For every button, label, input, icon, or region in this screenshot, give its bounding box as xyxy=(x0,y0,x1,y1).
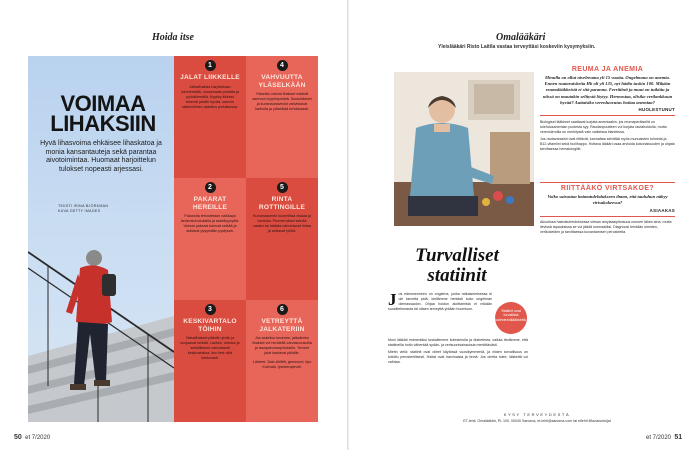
tip-title: PAKARAT HEREILLE xyxy=(192,196,228,211)
page-gutter xyxy=(347,0,349,450)
tip-card xyxy=(174,178,246,300)
tip-title: KESKIVARTALO TÖIHIN xyxy=(183,318,237,333)
tip-text: Jos askellus kevenee, jalkaterien lihakset voi herätellä varvasnousuilla ja tasapainoharjoituksilla. Terveet jalat kantavat pitkälle. xyxy=(252,336,312,356)
column-kicker: Yleislääkäri Risto Laitila vastaa terveyttäsi koskeviin kysymyksiin. xyxy=(438,44,596,50)
tip-text: Kumaraasento kuormittaa niskaa ja hartioita. Punnerrukset seinää vasten tai lattialla vahvistavat rintaa ja auttavat ryhtiä. xyxy=(252,214,311,234)
article-title: Turvalliset statiinit xyxy=(415,245,499,286)
qa-answer: Akuutissa haimatulehduksessa virtsan amylaasipitoisuus nousee lähes aina, mutta lievissä tapauksissa se voi jäädä normaaliksi. Diagnoosi tehdään oireiden, verikokeiden ja tarvittaessa kuvantamisen perusteella. xyxy=(540,220,672,235)
doctor-portrait-illustration xyxy=(394,72,534,226)
drop-cap: J xyxy=(388,290,397,309)
tip-number: 1 xyxy=(205,60,216,71)
tip-text: Jalkalihaksia harjoitetaan kävelemällä, nousemalla portaita ja pyöräilemällä. Kyykky liikkeet tekevät jaloille hyvää, samoin säännöllinen askellus portaikossa. xyxy=(181,84,239,109)
pull-quote-badge: Statiinit ovat turvallisia kolesterolilääkkeitä. xyxy=(495,302,527,334)
qa-question: Minulla on ollut nivelreuma yli 15 vuotta. Ongelmana on anemia. Ennen rautaruiskeita Hb oli yli 135, nyt hädin tuskin 100. Mikään reumalääkkeistä ei sitä paranna. Ferritiinit ja muut on tutkittu ja niissä on muutakin selitystä löytyy. Hermostaa, olisiko verilankkuun hyvää? Auttaisiko verenluovutus hoitaa anemiaa? xyxy=(542,75,673,105)
divider xyxy=(540,216,675,217)
qa-signature: ASIAAKAS xyxy=(649,207,675,213)
qa-heading: REUMA JA ANEMIA xyxy=(571,66,644,73)
tip-number: 4 xyxy=(277,60,288,71)
article-body-col-1 xyxy=(388,292,492,312)
hero-photo xyxy=(28,56,174,422)
tips-grid xyxy=(174,56,318,422)
contact-box xyxy=(432,412,642,423)
divider xyxy=(540,182,675,183)
tip-number: 3 xyxy=(205,304,216,315)
tip-card xyxy=(246,56,318,178)
article-body-col-2 xyxy=(388,338,528,365)
right-section-label: Omalääkäri xyxy=(496,32,546,43)
tip-title: JALAT LIIKKELLE xyxy=(180,74,240,81)
tip-text: Pakaroita tehostetaan vaikkapa lantionkohotuksilla ja askelkyykyillä. Vahvat pakarat tukevat selkää ja auttavat pysymään pystyssä. xyxy=(180,214,240,234)
hero-title: VOIMAA LIHAKSIIN xyxy=(50,91,156,136)
article-paragraph: Moni lääkäri esimerkiksi tuskailemme kolesterolia ja diabetesta, vaikka tiedämme, että statiineilla hoito vähentää sydän- ja verisuonisairauksia merkittävästi. xyxy=(388,338,528,347)
article-paragraph: os edesmenneen on ongelma, jonka ratkaisemisessa ei ole tarvetta pidä, kiellämme herkästi koko ongelman olemassaolon. Ohjaa hoidon aloittamista ei mikään suosittelemasta tai ottaen terveyttä yhtään huomioon. xyxy=(388,292,492,311)
article-paragraph: Mietin vielä: statiinit ovat olleet käytössä vuosikymmeniä, ja niiden turvallisuus on tutkittu perusteellisesti. Haitat ovat harvinaisia ja lieviä. Jos oireita tulee, lääkettä voi vaihtaa. xyxy=(388,350,528,364)
tip-card xyxy=(174,56,246,178)
qa-heading: RIITTÄÄKÖ VIRTSAKOE? xyxy=(560,185,655,193)
qa-answer: Biologiset lääkkeet saattavat korjata anemiaakin, jos reumaperäisellä on tulehdusanemian puolesta syy. Raudanpuutteen voi korjata rautahoidolla, mutta verensiirroilla on merkitystä vain vaikeissa tilanteissa. Jos rautavarastot ovat riittävät, kannattaa selvittää myös munuaisten toiminta ja B12-vitamiini sekä foolihappo. Hoitava lääkäri osaa arvioida kokonaisuuden ja ohjata tarvittaessa hematologille. xyxy=(540,119,675,151)
left-folio: 50 et 7/2020 xyxy=(14,434,51,441)
tip-number: 2 xyxy=(205,182,216,193)
qa-sidebar xyxy=(540,66,675,237)
tip-number: 5 xyxy=(277,182,288,193)
tip-title: RINTA ROTTINGILLE xyxy=(258,196,306,211)
left-section-label: Hoida itse xyxy=(152,32,194,43)
hero-credits: TEKSTI IRINA BJÖRKMAN KUVA GETTY IMAGES xyxy=(58,204,109,213)
tip-text: Yläselän vahvat lihakset estävät asennon kyyristymistä. Soutuliikkeet ja kuminauhavedot vahvistavat hartioita ja yläselkää tehokkaasti. xyxy=(252,92,312,112)
divider xyxy=(540,115,675,116)
contact-title: KYSY TERVEYDESTÄ xyxy=(503,412,571,417)
tip-number: 6 xyxy=(277,304,288,315)
right-folio: et 7/2020 51 xyxy=(646,434,683,441)
tip-card xyxy=(246,178,318,300)
tip-card xyxy=(174,300,246,422)
tip-card xyxy=(246,300,318,422)
qa-signature: HUOLESTUNUT xyxy=(638,107,675,113)
hero-lead: Hyvä lihasvoima ehkäisee lihaskatoa ja monia kansantauteja sekä parantaa aivotoimintaa. Huomaat harjoittelun tulokset nopeasti arjessasi. xyxy=(40,140,162,173)
qa-question: Voiko sairastua haimatulehdukseen ilman, että tauluhun näkyy virtsakokeessa? xyxy=(547,194,668,206)
doctor-photo xyxy=(394,72,534,226)
woman-climbing-stairs-figure xyxy=(58,244,128,422)
source-note: Lähteet: Sato Ahlfelt, geronomi; Ilpo Kulmala, fysioterapeutti. xyxy=(252,360,312,370)
tip-text: Vatsalihakset pitävät ryhdin ja suojaavat selkää. Lankku, rutistus ja selkäliikkeet vahvistavat keskivartaloa, kun teet niitä toistuvasti. xyxy=(180,336,240,361)
tip-title: VETREYTTÄ JALKATERIIN xyxy=(259,318,305,333)
tip-title: VAHVUUTTA YLÄSELKÄÄN xyxy=(258,74,306,89)
contact-details: ET-lehti, Omalääkäri, PL 100, 00040 Sanoma, et.lehti@sanoma.com tai etlehti.fi/lazaruntuljat xyxy=(463,419,611,423)
